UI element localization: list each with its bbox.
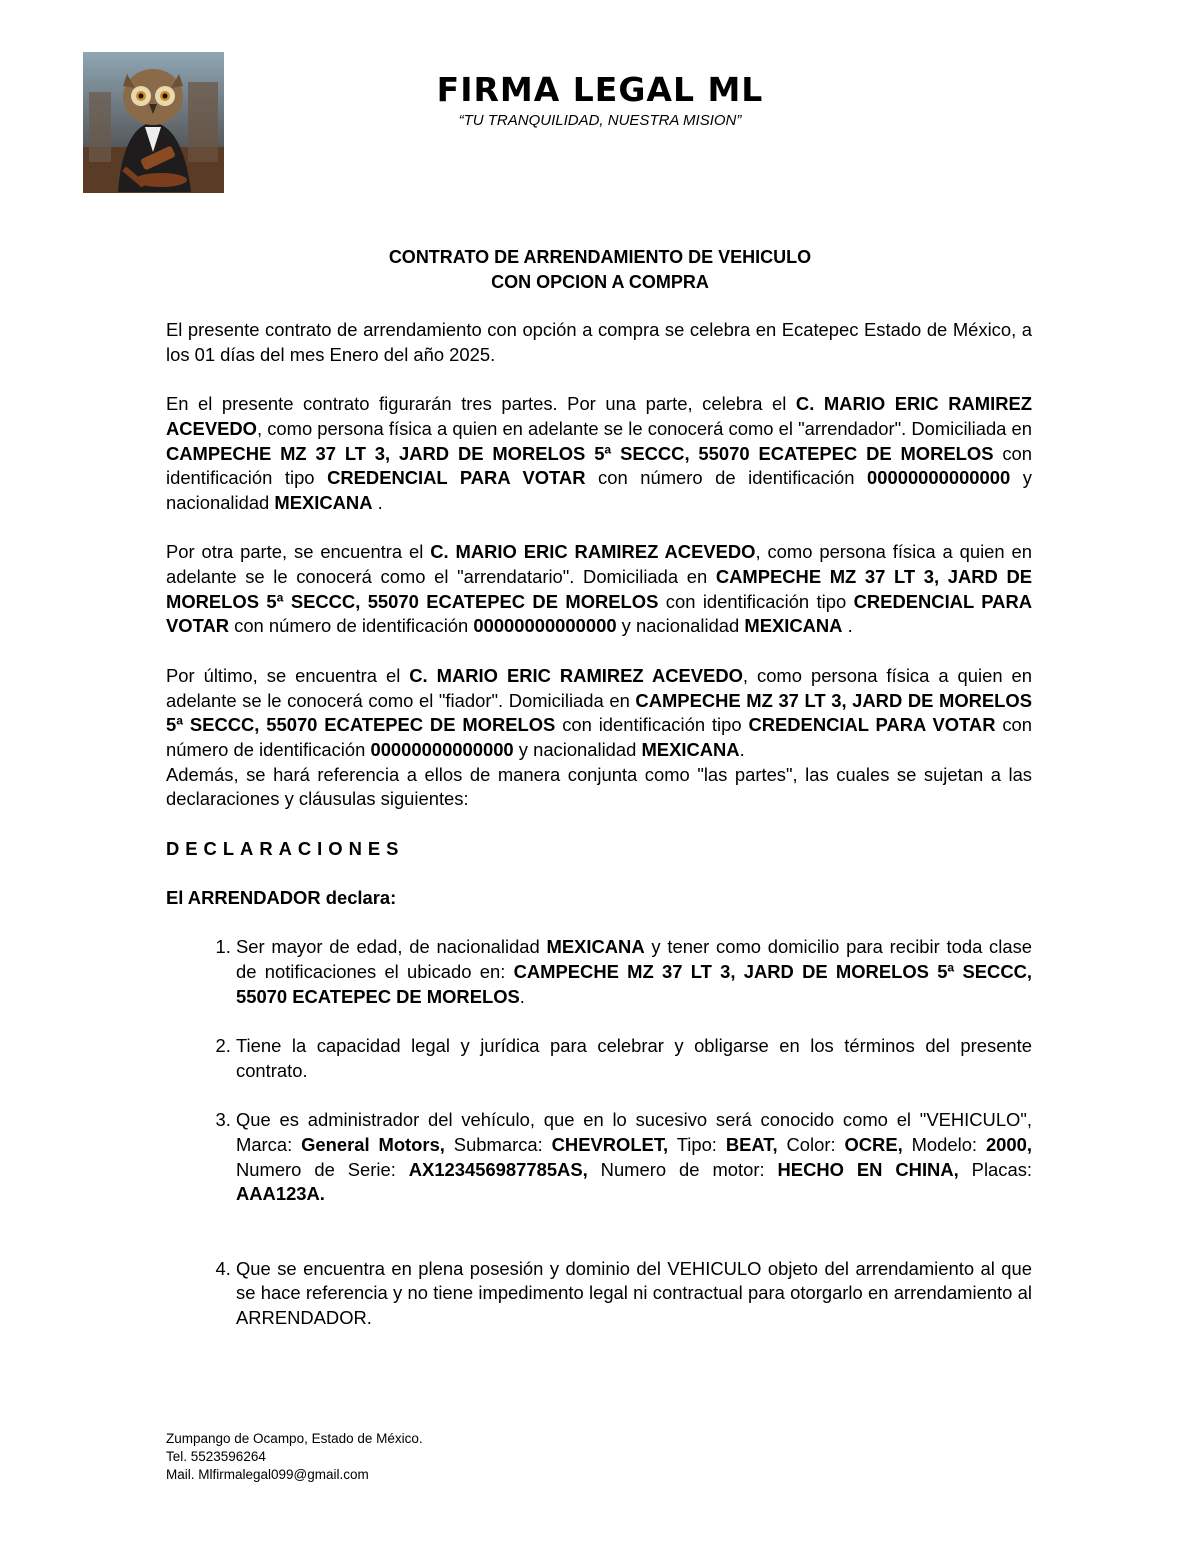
- party-name: C. MARIO ERIC RAMIREZ ACEVEDO: [166, 393, 1032, 439]
- footer-location: Zumpango de Ocampo, Estado de México.: [166, 1431, 423, 1446]
- joint-reference-paragraph: Además, se hará referencia a ellos de manera conjunta como "las partes", las cuales se sujetan a las declaraciones y cláusulas siguientes:: [166, 763, 1032, 810]
- footer-phone: Tel. 5523596264: [166, 1449, 266, 1464]
- firm-slogan: “TU TRANQUILIDAD, NUESTRA MISION”: [458, 112, 742, 129]
- party-nationality: MEXICANA: [274, 491, 373, 513]
- party-arrendatario-paragraph: Por otra parte, se encuentra el C. MARIO ERIC RAMIREZ ACEVEDO, como persona física a quien en adelante se le conocerá como el "arrendatario". Domiciliada en CAMPECHE MZ 37 LT 3, JARD DE MORELOS 5ª SECCC, 55070 ECATEPEC DE MORELOS con identificación tipo CREDENCIAL PARA VOTAR con número de identificación 00000000000000 y nacionalidad MEXICANA .: [166, 541, 1033, 637]
- list-item: 3. Que es administrador del vehículo, que en lo sucesivo será conocido como el "VEHICULO", Marca: General Motors, Submarca: CHEVROLET, Tipo: BEAT, Color: OCRE, Modelo: 2000, Numero de Serie: AX123456987785AS, Numero de motor: HECHO EN CHINA, Placas: AAA123A.: [236, 1108, 1032, 1256]
- party-arrendador-paragraph: En el presente contrato figurarán tres partes. Por una parte, celebra el C. MARIO ERIC RAMIREZ ACEVEDO, como persona física a quien en adelante se le conocerá como el "arrendador". Domiciliada en CAMPECHE MZ 37 LT 3, JARD DE MORELOS 5ª SECCC, 55070 ECATEPEC DE MORELOS con identificación tipo CREDENCIAL PARA VOTAR con número de identificación 00000000000000 y nacionalidad MEXICANA .: [166, 393, 1032, 513]
- party-id-number: 00000000000000: [370, 738, 514, 760]
- party-address: CAMPECHE MZ 37 LT 3, JARD DE MORELOS 5ª SECCC, 55070 ECATEPEC DE MORELOS: [166, 689, 1032, 736]
- party-id-number: 00000000000000: [867, 467, 1011, 489]
- party-fiador-paragraph: Por último, se encuentra el C. MARIO ERIC RAMIREZ ACEVEDO, como persona física a quien en adelante se le conocerá como el "fiador". Domiciliada en CAMPECHE MZ 37 LT 3, JARD DE MORELOS 5ª SECCC, 55070 ECATEPEC DE MORELOS con identificación tipo CREDENCIAL PARA VOTAR con número de identificación 00000000000000 y nacionalidad MEXICANA.: [166, 664, 1033, 760]
- intro-paragraph: El presente contrato de arrendamiento con opción a compra se celebra en Ecatepec Estado de México, a los 01 días del mes Enero del año 2025.: [166, 319, 1032, 365]
- footer-mail: Mail. Mlfirmalegal099@gmail.com: [166, 1467, 369, 1482]
- declarations-list: [166, 935, 1032, 1330]
- party-address: CAMPECHE MZ 37 LT 3, JARD DE MORELOS 5ª SECCC, 55070 ECATEPEC DE MORELOS: [166, 442, 994, 464]
- party-id-type: CREDENCIAL PARA VOTAR: [327, 467, 586, 489]
- party-name: C. MARIO ERIC RAMIREZ ACEVEDO: [430, 541, 756, 563]
- arrendador-declares-heading: El ARRENDADOR declara:: [166, 887, 397, 909]
- contract-body: [166, 318, 1032, 1331]
- list-item: 1. Ser mayor de edad, de nacionalidad MEXICANA y tener como domicilio para recibir toda clase de notificaciones el ubicado en: CAMPECHE MZ 37 LT 3, JARD DE MORELOS 5ª SECCC, 55070 ECATEPEC DE MORELOS.: [236, 935, 1032, 1034]
- declarations-heading: DECLARACIONES: [166, 837, 405, 859]
- party-id-type: CREDENCIAL PARA VOTAR: [166, 590, 1033, 637]
- party-name: C. MARIO ERIC RAMIREZ ACEVEDO: [409, 664, 743, 686]
- footer: [166, 1430, 423, 1484]
- title-line-2: CON OPCION A COMPRA: [491, 272, 709, 292]
- party-nationality: MEXICANA: [641, 738, 740, 760]
- list-item: 2. Tiene la capacidad legal y jurídica para celebrar y obligarse en los términos del presente contrato.: [236, 1034, 1032, 1108]
- firm-name: FIRMA LEGAL ML: [436, 70, 764, 109]
- party-id-type: CREDENCIAL PARA VOTAR: [748, 714, 996, 736]
- party-nationality: MEXICANA: [744, 615, 843, 637]
- list-item: 4. Que se encuentra en plena posesión y dominio del VEHICULO objeto del arrendamiento al que se hace referencia y no tiene impedimento legal ni contractual para otorgarlo en arrendamiento al ARRENDADOR.: [236, 1257, 1032, 1331]
- title-line-1: CONTRATO DE ARRENDAMIENTO DE VEHICULO: [388, 247, 812, 267]
- document-title: [0, 245, 1200, 295]
- party-id-number: 00000000000000: [473, 615, 617, 637]
- party-address: CAMPECHE MZ 37 LT 3, JARD DE MORELOS 5ª SECCC, 55070 ECATEPEC DE MORELOS: [166, 566, 1032, 612]
